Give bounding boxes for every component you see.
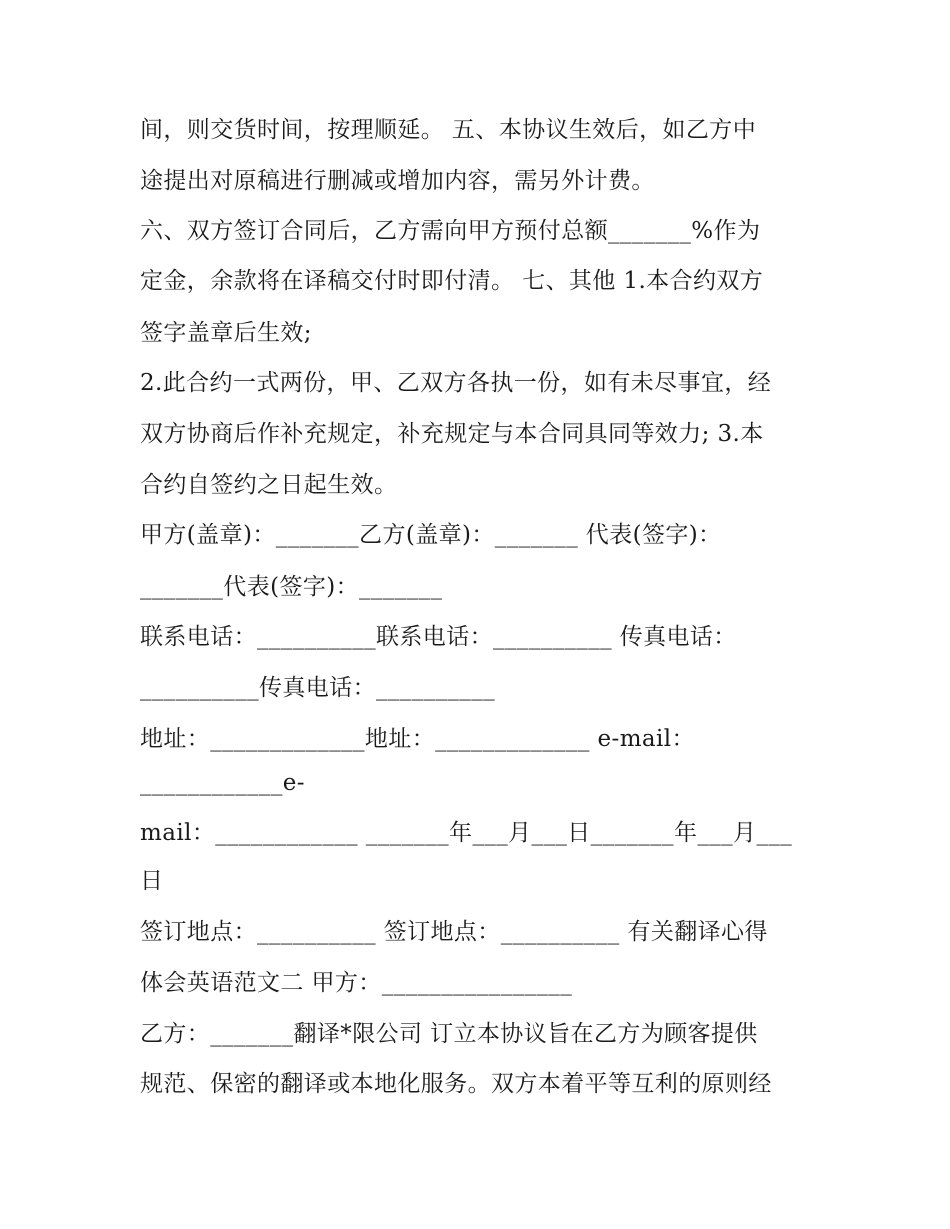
text-line: 途提出对原稿进行删减或增加内容，需另外计费。 xyxy=(140,168,655,194)
text-line: 规范、保密的翻译或本地化服务。双方本着平等互利的原则经 xyxy=(140,1071,772,1097)
text-line: 间，则交货时间，按理顺延。 五、本协议生效后，如乙方中 xyxy=(140,117,757,143)
text-line: 双方协商后作补充规定，补充规定与本合同具同等效力; 3.本 xyxy=(140,421,764,447)
text-line: 日 xyxy=(140,868,164,894)
text-line: 乙方：_______翻译*限公司 订立本协议旨在乙方为顾客提供 xyxy=(140,1021,758,1047)
text-line: 签字盖章后生效; xyxy=(140,320,312,346)
text-line: ____________e- xyxy=(140,770,305,796)
text-line: 签订地点：__________ 签订地点：__________ 有关翻译心得 xyxy=(140,919,768,945)
text-line: 六、双方签订合同后，乙方需向甲方预付总额_______%作为 xyxy=(140,218,761,244)
text-line: 定金，余款将在译稿交付时即付清。 七、其他 1.本合约双方 xyxy=(140,268,764,294)
text-line: __________传真电话：__________ xyxy=(140,675,495,701)
text-line: 体会英语范文二 甲方：________________ xyxy=(140,970,573,996)
text-line: _______代表(签字)：_______ xyxy=(140,574,443,600)
text-line: mail：____________ _______年___月___日_______年___月___ xyxy=(140,820,793,846)
text-line: 合约自签约之日起生效。 xyxy=(140,472,398,498)
text-line: 甲方(盖章)：_______乙方(盖章)：_______ 代表(签字)： xyxy=(140,522,722,548)
text-line: 地址：_____________地址：_____________ e-mail： xyxy=(140,726,695,752)
text-line: 2.此合约一式两份，甲、乙双方各执一份，如有未尽事宜，经 xyxy=(140,370,772,396)
text-line: 联系电话：__________联系电话：__________ 传真电话： xyxy=(140,624,737,650)
